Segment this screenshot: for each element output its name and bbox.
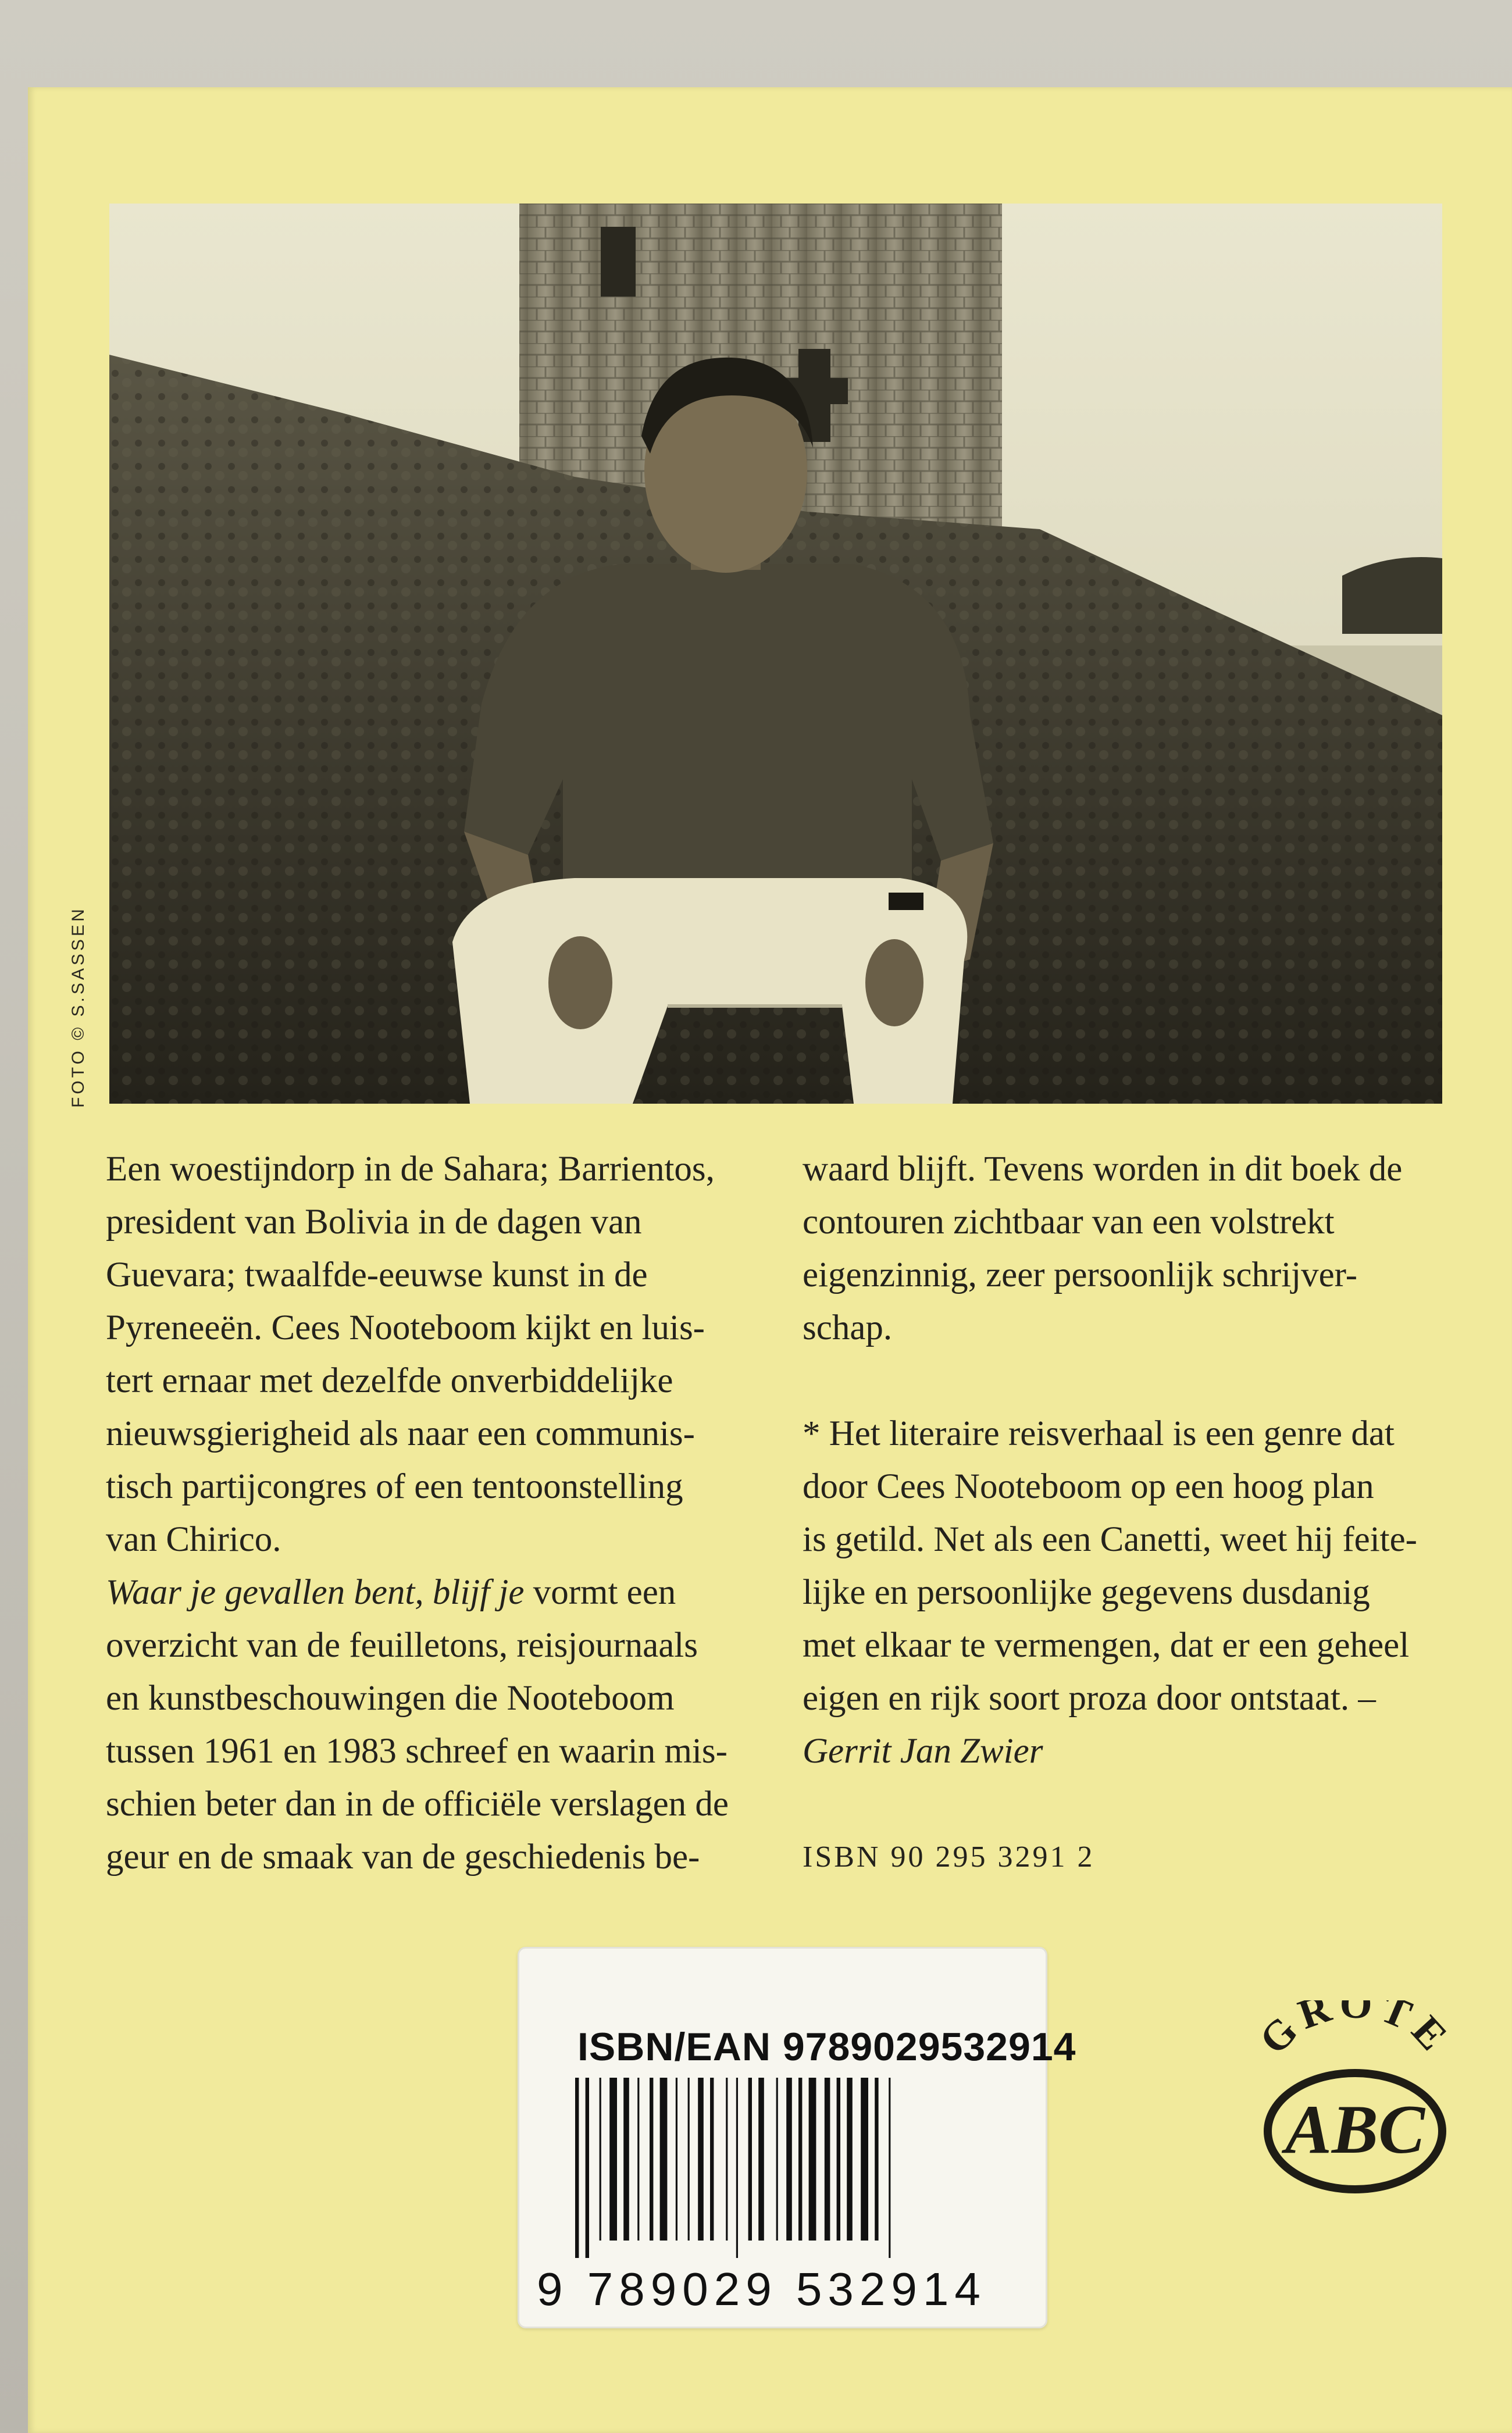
barcode-first-digit: 9: [537, 2263, 569, 2315]
blurb-line: Pyreneeën. Cees Nooteboom kijkt en luis-: [106, 1308, 705, 1347]
barcode-bar: [609, 2078, 617, 2241]
barcode-bar: [710, 2078, 714, 2241]
barcode-bar: [809, 2078, 816, 2241]
blurb-left-column: [106, 1143, 763, 1883]
barcode-bars: [572, 2078, 996, 2258]
quote-line: eigen en rijk soort proza door ontstaat. –: [803, 1679, 1376, 1718]
blurb-line: en kunstbeschouwingen die Nooteboom: [106, 1679, 675, 1718]
blurb-line: contouren zichtbaar van een volstrekt: [803, 1203, 1335, 1242]
blurb-line: tert ernaar met dezelfde onverbiddelijke: [106, 1361, 673, 1400]
quote-line: door Cees Nooteboom op een hoog plan: [803, 1467, 1374, 1506]
book-title: Waar je gevallen bent, blijf je: [106, 1573, 525, 1612]
blurb-line: van Chirico.: [106, 1520, 281, 1559]
grote-abc-logo: [1250, 2000, 1460, 2210]
barcode-group-1: 789029: [587, 2263, 778, 2315]
paragraph-gap: [803, 1354, 1460, 1407]
paragraph-gap: [803, 1778, 1460, 1831]
barcode-bar: [861, 2078, 868, 2241]
blurb-line: Guevara; twaalfde-eeuwse kunst in de: [106, 1255, 648, 1294]
barcode-bar: [776, 2078, 778, 2241]
barcode-bar: [825, 2078, 830, 2241]
barcode-bar: [637, 2078, 639, 2241]
blurb-line: Een woestijndorp in de Sahara; Barrientos,: [106, 1150, 715, 1189]
blurb-line: tisch partijcongres of een tentoonstelling: [106, 1467, 683, 1506]
svg-text:GROTE: [1250, 2000, 1460, 2063]
logo-monogram: ABC: [1285, 2090, 1425, 2168]
barcode-bar: [726, 2078, 728, 2241]
barcode-bar: [786, 2078, 792, 2241]
blurb-line: overzicht van de feuilletons, reisjournaals: [106, 1626, 698, 1665]
barcode-bar: [889, 2078, 890, 2258]
photo-credit: FOTO © S.SASSEN: [69, 906, 88, 1108]
quote-author: Gerrit Jan Zwier: [803, 1732, 1043, 1771]
barcode-bar: [698, 2078, 704, 2241]
barcode-bar: [837, 2078, 840, 2241]
barcode-bar: [575, 2078, 579, 2258]
blurb-title-rest: vormt een: [524, 1573, 676, 1612]
barcode-bar: [847, 2078, 853, 2241]
blurb-line: schap.: [803, 1308, 893, 1347]
blurb-line: president van Bolivia in de dagen van: [106, 1203, 642, 1242]
barcode-group-2: 532914: [796, 2263, 986, 2315]
barcode-sticker: [518, 1947, 1076, 2328]
barcode-bar: [798, 2078, 802, 2241]
blurb-line: tussen 1961 en 1983 schreef en waarin mis-: [106, 1732, 728, 1771]
quote-line: is getild. Net als een Canetti, weet hij feite-: [803, 1520, 1417, 1559]
blurb-line: geur en de smaak van de geschiedenis be-: [106, 1838, 700, 1877]
barcode-bar: [875, 2078, 878, 2241]
blurb-line: schien beter dan in de officiële verslagen de: [106, 1785, 729, 1824]
blurb-right-column: [803, 1143, 1460, 1883]
barcode-bar: [748, 2078, 752, 2241]
blurb-line: waard blijft. Tevens worden in dit boek de: [803, 1150, 1403, 1189]
blurb-line: eigenzinnig, zeer persoonlijk schrijver-: [803, 1255, 1358, 1294]
barcode-bar: [600, 2078, 601, 2241]
barcode-bar: [586, 2078, 589, 2258]
quote-line: * Het literaire reisverhaal is een genre dat: [803, 1414, 1395, 1453]
blurb-line: nieuwsgierigheid als naar een communis-: [106, 1414, 695, 1453]
barcode-bar: [650, 2078, 653, 2241]
barcode-isbn-ean: ISBN/EAN 9789029532914: [577, 2025, 1076, 2069]
logo-top-text: GROTE: [1250, 2000, 1460, 2064]
quote-line: lijke en persoonlijke gegevens dusdanig: [803, 1573, 1370, 1612]
barcode-bar: [676, 2078, 677, 2241]
blurb-title-line: [106, 1566, 763, 1619]
barcode-bar: [660, 2078, 668, 2241]
barcode-bar: [736, 2078, 738, 2258]
author-photo: [109, 204, 1442, 1104]
barcode-bar: [623, 2078, 629, 2241]
isbn-number: ISBN 90 295 3291 2: [803, 1840, 1095, 1874]
barcode-bar: [688, 2078, 690, 2241]
barcode-digits: [537, 2263, 986, 2316]
quote-line: met elkaar te vermengen, dat er een geheel: [803, 1626, 1410, 1665]
barcode-bar: [758, 2078, 764, 2241]
